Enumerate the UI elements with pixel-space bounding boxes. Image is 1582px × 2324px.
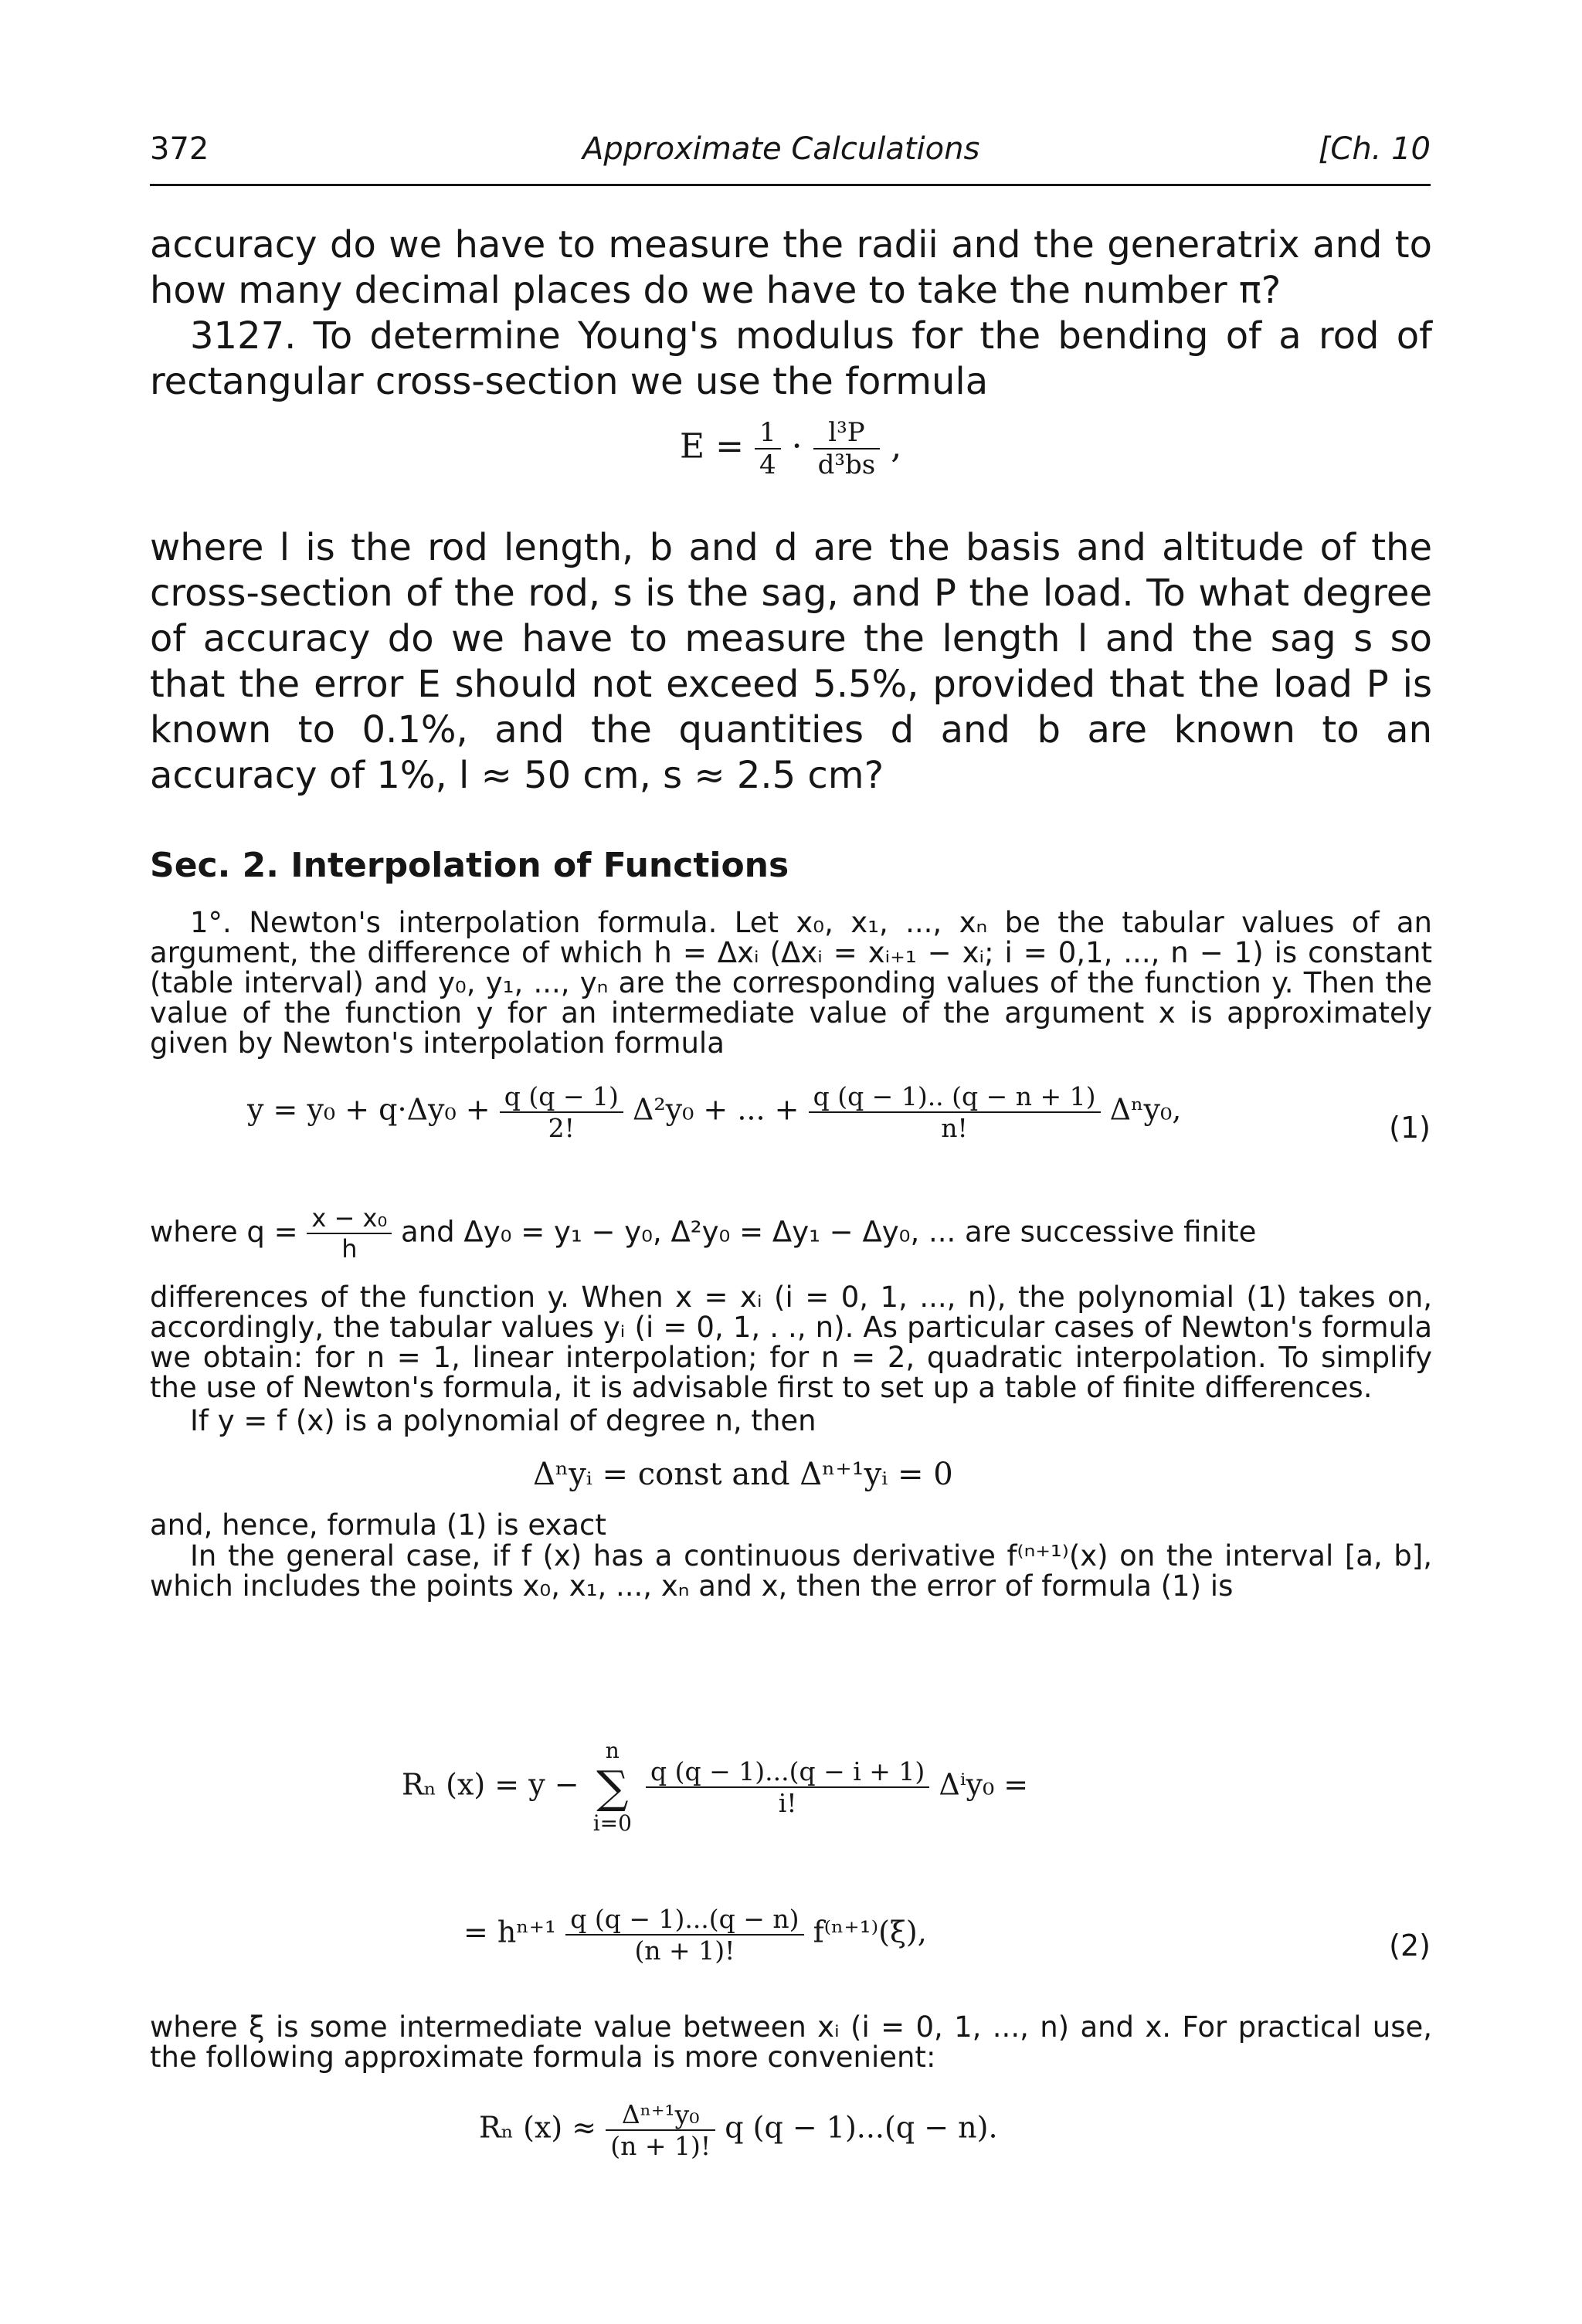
header-rule	[150, 184, 1431, 186]
formula-3	[479, 2099, 998, 2161]
f2-tail: Δⁱy₀ =	[939, 1767, 1029, 1802]
general-case: In the general case, if f (x) has a continuous derivative f⁽ⁿ⁺¹⁾(x) on the interval [a, b], which includes the points x₀, x₁, ..., xₙ and x, then the error of formula (1) is	[150, 1539, 1432, 1603]
f2-line2-num: q (q − 1)...(q − n)	[570, 1904, 799, 1934]
f2-line2-fraction	[565, 1904, 803, 1966]
q-den: h	[307, 1233, 392, 1264]
f2-den: i!	[646, 1786, 929, 1818]
f2-line2-den: (n + 1)!	[565, 1934, 803, 1966]
formula-2-line-1	[402, 1738, 1028, 1837]
problem-3127-continued: where l is the rod length, b and d are the basis and altitude of the cross-section of the rod, s is the sag, and P the load. To what degree of accuracy do we have to measure the length l and the sag s so that the error E should not exceed 5.5%, provided that the load P is known to 0.1%, and the quantities d and b are known to an accuracy of 1%, l ≈ 50 cm, s ≈ 2.5 cm?	[150, 526, 1432, 797]
f3-fraction	[606, 2099, 715, 2161]
where-prefix: where q =	[150, 1215, 298, 1249]
q-fraction	[307, 1203, 392, 1264]
f3-den: (n + 1)!	[606, 2129, 715, 2161]
young-coef-den: 4	[755, 448, 781, 480]
section-heading: Sec. 2. Interpolation of Functions	[150, 846, 789, 885]
f3-lhs: Rₙ (x) ≈	[479, 2110, 597, 2145]
running-title: Approximate Calculations	[582, 131, 980, 167]
f1-fraction-a	[500, 1081, 623, 1143]
newton-continued: differences of the function y. When x = xᵢ (i = 0, 1, ..., n), the polynomial (1) takes on, accordingly, the tabular values yᵢ (i = 0, 1, . ., n). As particular cases of Newton's formula we obtain: for n = 1, linear interpolation; for n = 2, quadratic interpolation. To simplify the use of Newton's formula, it is advisable first to set up a table of finite differences.	[150, 1281, 1432, 1404]
f1-lead: y = y₀ + q·Δy₀ +	[247, 1092, 491, 1127]
q-num: x − x₀	[311, 1203, 388, 1233]
summation	[589, 1738, 637, 1837]
equation-number-2: (2)	[1389, 1929, 1431, 1963]
f1-a-den: 2!	[500, 1111, 623, 1143]
f3-tail: q (q − 1)...(q − n).	[725, 2110, 998, 2145]
newton-intro: 1°. Newton's interpolation formula. Let x₀, x₁, ..., xₙ be the tabular values of an argument, the difference of which h = Δxᵢ (Δxᵢ = xᵢ₊₁ − xᵢ; i = 0,1, ..., n − 1) is constant (table interval) and y₀, y₁, ..., yₙ are the corresponding values of the function y. Then the value of the function y for an intermediate value of the argument x is approximately given by Newton's interpolation formula	[150, 906, 1432, 1060]
f2-fraction	[646, 1756, 929, 1818]
young-frac-den: d³bs	[813, 448, 881, 480]
f2-line2-tail: f⁽ⁿ⁺¹⁾(ξ),	[813, 1915, 927, 1949]
young-lhs: E =	[680, 426, 744, 466]
f2-num: q (q − 1)...(q − i + 1)	[650, 1756, 925, 1786]
formula-2-line-2	[463, 1904, 927, 1966]
sum-bottom: i=0	[592, 1810, 632, 1836]
young-fraction	[813, 417, 881, 480]
f2-lhs: Rₙ (x) = y −	[402, 1767, 579, 1802]
f1-tail: Δⁿy₀,	[1109, 1092, 1182, 1127]
sum-symbol: ∑	[596, 1761, 629, 1813]
f1-fraction-b	[809, 1081, 1101, 1143]
formula-1	[247, 1081, 1181, 1143]
exact-line: and, hence, formula (1) is exact	[150, 1508, 606, 1542]
young-tail: ,	[891, 426, 902, 466]
where-q-line	[150, 1203, 1256, 1264]
sum-top: n	[605, 1738, 620, 1763]
equation-number-1: (1)	[1389, 1111, 1431, 1145]
page-header	[150, 131, 1431, 178]
chapter-label: [Ch. 10	[1318, 131, 1431, 167]
intro-paragraph: accuracy do we have to measure the radii and the generatrix and to how many decimal places do we have to take the number π?	[150, 223, 1432, 312]
f2-line2-lead: = hⁿ⁺¹	[463, 1915, 557, 1949]
young-frac-num: l³P	[828, 417, 865, 448]
f3-num: Δⁿ⁺¹y₀	[621, 2099, 700, 2129]
problem-3127: 3127. To determine Young's modulus for the bending of a rod of rectangular cross-section we use the formula	[150, 314, 1432, 403]
young-coef-num: 1	[759, 417, 776, 448]
formula-young: E = $\frac{1}{4}$ · $\frac{\text{l³P}}{\text{d³bs}}$ ,	[680, 417, 902, 480]
page-number: 372	[150, 131, 209, 167]
young-coef	[755, 417, 781, 480]
const-formula: Δⁿyᵢ = const and Δⁿ⁺¹yᵢ = 0	[533, 1457, 953, 1492]
where-suffix: and Δy₀ = y₁ − y₀, Δ²y₀ = Δy₁ − Δy₀, ... are successive finite	[401, 1215, 1257, 1249]
f1-a-num: q (q − 1)	[504, 1081, 619, 1111]
polynomial-line: If y = f (x) is a polynomial of degree n, then	[190, 1404, 816, 1437]
f1-mid: Δ²y₀ + ... +	[632, 1092, 799, 1127]
f1-b-num: q (q − 1).. (q − n + 1)	[813, 1081, 1096, 1111]
xi-paragraph: where ξ is some intermediate value between xᵢ (i = 0, 1, ..., n) and x. For practical use, the following approximate formula is more convenient:	[150, 2010, 1432, 2074]
f1-b-den: n!	[809, 1111, 1101, 1143]
